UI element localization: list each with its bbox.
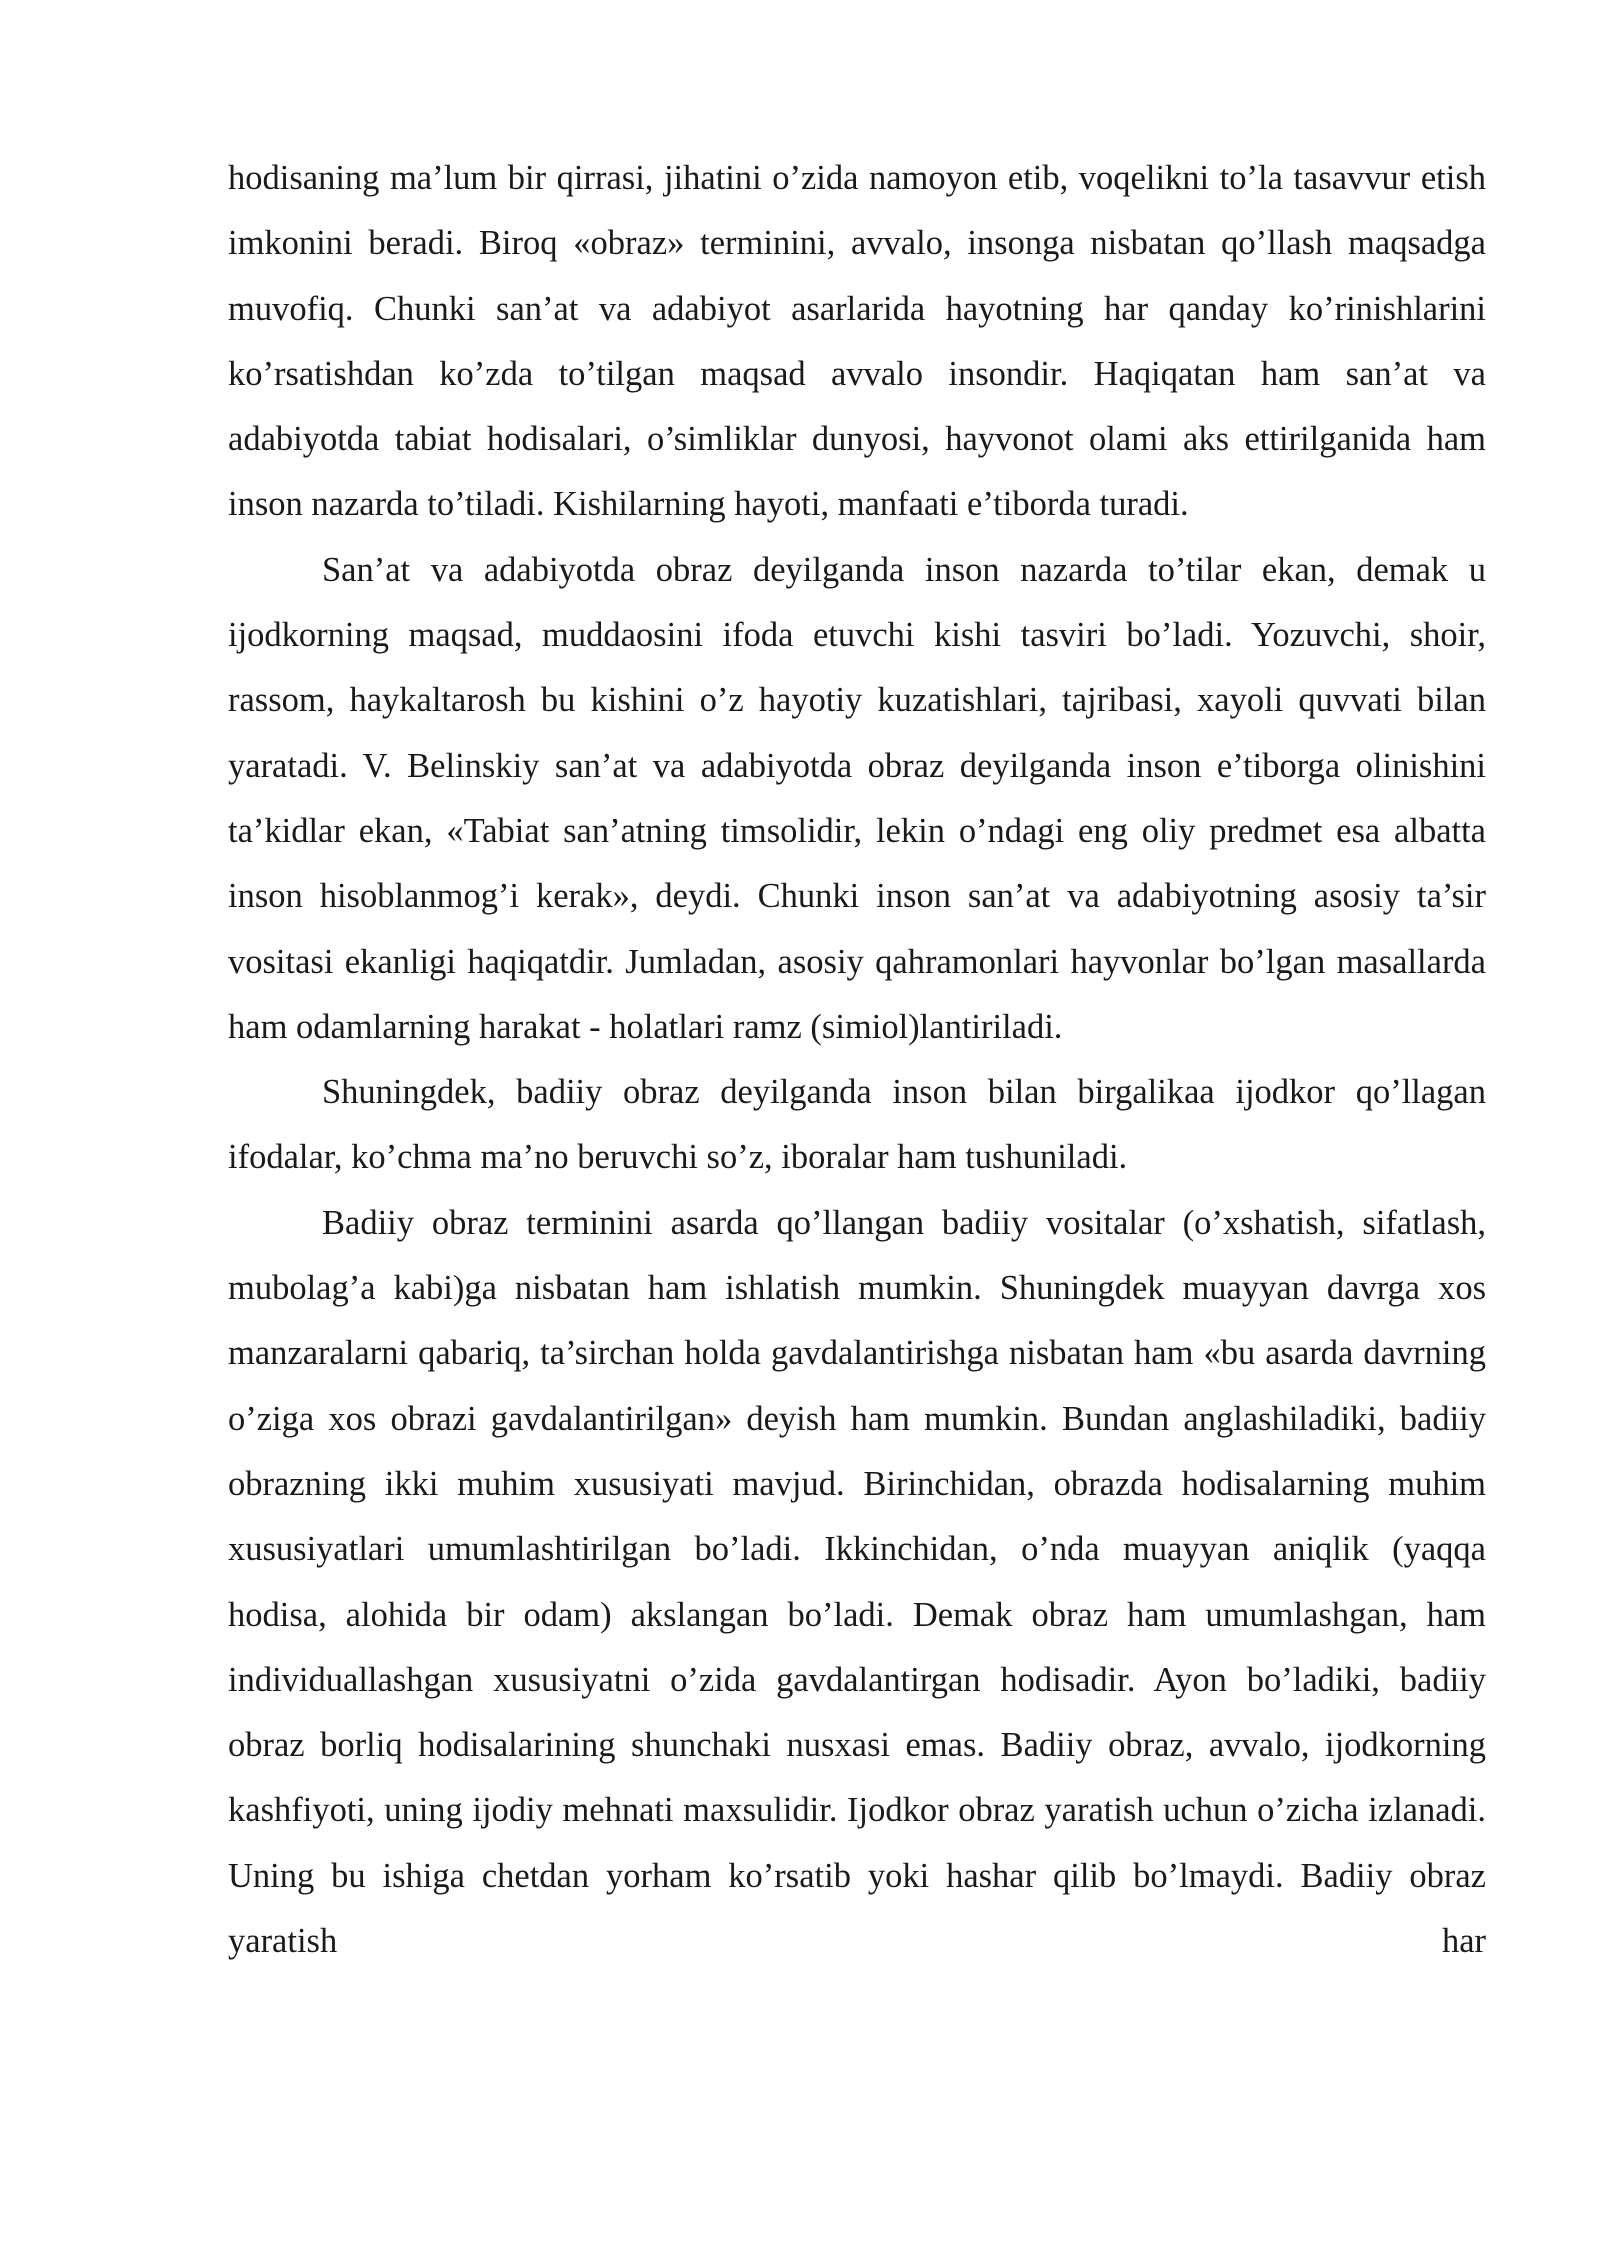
paragraph-2: San’at va adabiyotda obraz deyilganda inson nazarda to’tilar ekan, demak u ijodkorning maqsad, muddaosini ifoda etuvchi kishi tasviri bo’ladi. Yozuvchi, shoir, rassom, haykaltarosh bu kishini o’z hayotiy kuzatishlari, tajribasi, xayoli quvvati bilan yaratadi. V. Belinskiy san’at va adabiyotda obraz deyilganda inson e’tiborga olinishini ta’kidlar ekan, «Tabiat san’atning timsolidir, lekin o’ndagi eng oliy predmet esa albatta inson hisoblanmog’i kerak», deydi. Chunki inson san’at va adabiyotning asosiy ta’sir vositasi ekanligi haqiqatdir. Jumladan, asosiy qahramonlari hayvonlar bo’lgan masallarda ham odamlarning harakat - holatlari ramz (simiol)lantiriladi. xyxy=(228,550,1486,1046)
paragraph-4: Badiiy obraz terminini asarda qo’llangan badiiy vositalar (o’xshatish, sifatlash, mubolag’a kabi)ga nisbatan ham ishlatish mumkin. Shuningdek muayyan davrga xos manzaralarni qabariq, ta’sirchan holda gavdalantirishga nisbatan ham «bu asarda davrning o’ziga xos obrazi gavdalantirilgan» deyish ham mumkin. Bundan anglashiladiki, badiiy obrazning ikki muhim xususiyati mavjud. Birinchidan, obrazda hodisalarning muhim xususiyatlari umumlashtirilgan bo’ladi. Ikkinchidan, o’nda muayyan aniqlik (yaqqa hodisa, alohida bir odam) akslangan bo’ladi. Demak obraz ham umumlashgan, ham individuallashgan xususiyatni o’zida gavdalantirgan hodisadir. Ayon bo’ladiki, badiiy obraz borliq hodisalarining shunchaki nusxasi emas. Badiiy obraz, avvalo, ijodkorning kashfiyoti, uning ijodiy mehnati maxsulidir. Ijodkor obraz yaratish uchun o’zicha izlanadi. Uning bu ishiga chetdan yorham ko’rsatib yoki hashar qilib bo’lmaydi. Badiiy obraz yaratish har xyxy=(228,1203,1486,1961)
document-body xyxy=(228,146,1486,1974)
paragraph-3: Shuningdek, badiiy obraz deyilganda inson bilan birgalikaa ijodkor qo’llagan ifodalar, ko’chma ma’no beruvchi so’z, iboralar ham tushuniladi. xyxy=(228,1073,1486,1177)
paragraph-1: hodisaning ma’lum bir qirrasi, jihatini o’zida namoyon etib, voqelikni to’la tasavvur etish imkonini beradi. Biroq «obraz» terminini, avvalo, insonga nisbatan qo’llash maqsadga muvofiq. Chunki san’at va adabiyot asarlarida hayotning har qanday ko’rinishlarini ko’rsatishdan ko’zda to’tilgan maqsad avvalo insondir. Haqiqatan ham san’at va adabiyotda tabiat hodisalari, o’simliklar dunyosi, hayvonot olami aks ettirilganida ham inson nazarda to’tiladi. Kishilarning hayoti, manfaati e’tiborda turadi. xyxy=(228,159,1486,524)
